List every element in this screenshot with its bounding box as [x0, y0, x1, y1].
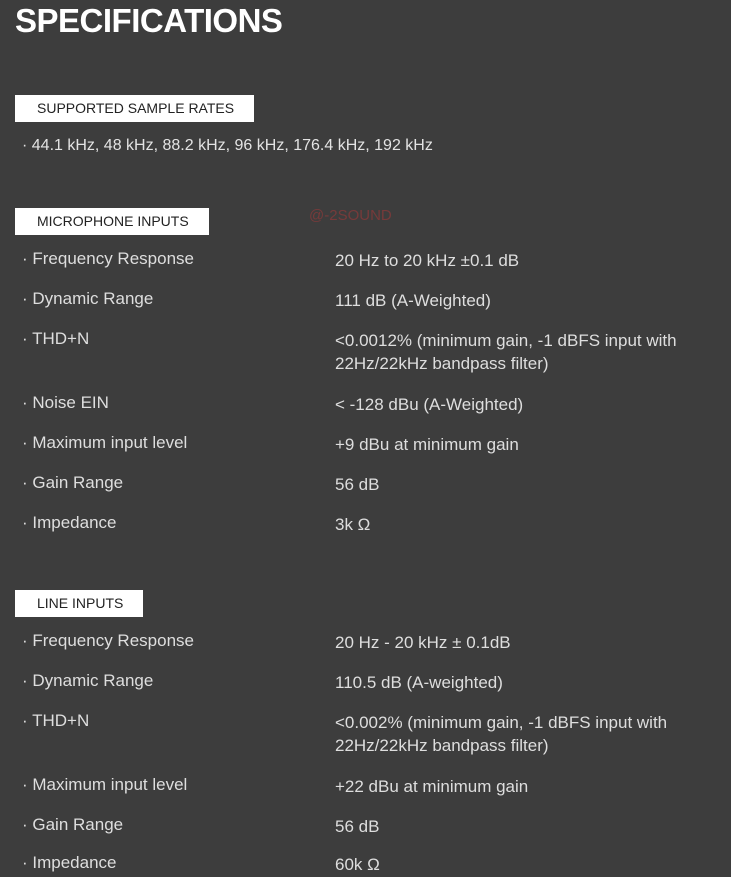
sample-rates-text: · 44.1 kHz, 48 kHz, 88.2 kHz, 96 kHz, 176.4 kHz, 192 kHz — [22, 137, 433, 154]
spec-value: 20 Hz - 20 kHz ± 0.1dB — [335, 633, 511, 652]
section-heading-microphone-inputs: MICROPHONE INPUTS — [15, 208, 209, 235]
spec-value: +22 dBu at minimum gain — [335, 777, 529, 796]
spec-label: · Frequency Response — [22, 249, 194, 268]
spec-label: · THD+N — [22, 329, 90, 348]
spec-value: 3k Ω — [335, 515, 371, 534]
section-heading-line-inputs: LINE INPUTS — [15, 590, 143, 617]
spec-label: · Impedance — [22, 853, 117, 872]
spec-label: · Impedance — [22, 513, 117, 532]
spec-value: <0.0012% (minimum gain, -1 dBFS input with 22Hz/22kHz bandpass filter) — [335, 331, 677, 373]
spec-value: <0.002% (minimum gain, -1 dBFS input with 22Hz/22kHz bandpass filter) — [335, 713, 668, 755]
spec-value: 110.5 dB (A-weighted) — [335, 673, 503, 692]
spec-label: · Noise EIN — [22, 393, 109, 412]
spec-label: · Dynamic Range — [22, 671, 154, 690]
spec-value: 56 dB — [335, 475, 380, 494]
spec-label: · Gain Range — [22, 473, 124, 492]
spec-value: 111 dB (A-Weighted) — [335, 291, 491, 310]
spec-label: · Dynamic Range — [22, 289, 154, 308]
spec-value: 60k Ω — [335, 855, 380, 874]
section-heading-sample-rates: SUPPORTED SAMPLE RATES — [15, 95, 254, 122]
spec-value: 56 dB — [335, 817, 380, 836]
spec-label: · Maximum input level — [22, 433, 188, 452]
spec-label: · THD+N — [22, 711, 90, 730]
spec-label: · Gain Range — [22, 815, 124, 834]
spec-value: < -128 dBu (A-Weighted) — [335, 395, 524, 414]
spec-label: · Maximum input level — [22, 775, 188, 794]
spec-value: 20 Hz to 20 kHz ±0.1 dB — [335, 251, 520, 270]
spec-label: · Frequency Response — [22, 631, 194, 650]
page-title: SPECIFICATIONS — [15, 2, 283, 39]
watermark: @-2SOUND — [309, 207, 392, 224]
spec-value: +9 dBu at minimum gain — [335, 435, 519, 454]
